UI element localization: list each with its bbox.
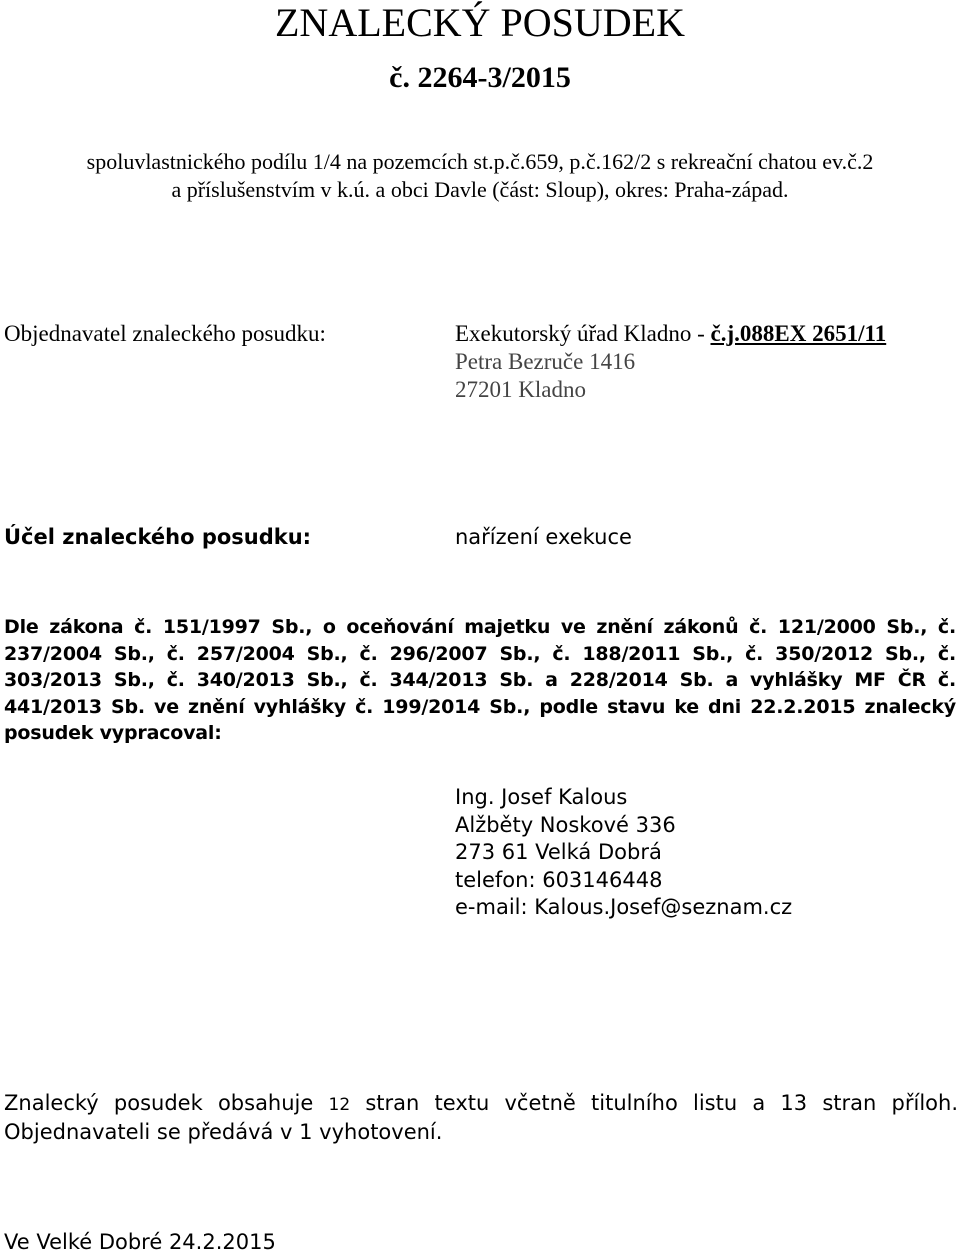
- contents-part-1: Znalecký posudek obsahuje: [4, 1091, 329, 1115]
- legal-basis-paragraph: Dle zákona č. 151/1997 Sb., o oceňování majetku ve znění zákonů č. 121/2000 Sb., č. 237/2004 Sb., č. 257/2004 Sb., č. 296/2007 Sb., č. 188/2011 Sb., č. 350/2012 Sb., č. 303/2013 Sb., č. 340/2013 Sb., č. 344/2013 Sb. a 228/2014 Sb. a vyhlášky MF ČR č. 441/2013 Sb. ve znění vyhlášky č. 199/2014 Sb., podle stavu ke dni 22.2.2015 znalecký posudek vypracoval:: [4, 616, 956, 744]
- orderer-name: Exekutorský úřad Kladno -: [455, 321, 711, 346]
- contents-statement: [4, 1090, 958, 1146]
- contents-text-pages: 12: [328, 1095, 351, 1115]
- orderer-street: Petra Bezruče 1416: [455, 349, 636, 374]
- expert-city: 273 61 Velká Dobrá: [455, 840, 662, 864]
- contents-part-2: stran textu včetně titulního listu a 13 stran příloh. Objednavateli se předává v 1 vyhotovení.: [4, 1091, 959, 1144]
- orderer-reference: č.j.088EX 2651/11: [710, 321, 887, 346]
- purpose-label: Účel znaleckého posudku:: [4, 525, 312, 549]
- expert-name: Ing. Josef Kalous: [455, 785, 628, 809]
- document-subject: [60, 148, 900, 204]
- subject-line-2: a příslušenstvím v k.ú. a obci Davle (část: Sloup), okres: Praha-západ.: [171, 177, 789, 202]
- expert-email: e-mail: Kalous.Josef@seznam.cz: [455, 895, 793, 919]
- orderer-details: [455, 320, 886, 404]
- document-title: ZNALECKÝ POSUDEK: [275, 0, 685, 45]
- orderer-label: Objednavatel znaleckého posudku:: [4, 321, 326, 346]
- expert-street: Alžběty Noskové 336: [455, 812, 676, 837]
- orderer-name-line: [455, 320, 886, 348]
- orderer-city: 27201 Kladno: [455, 377, 586, 402]
- expert-phone: telefon: 603146448: [455, 867, 663, 892]
- document-number: č. 2264-3/2015: [389, 61, 571, 94]
- subject-line-1: spoluvlastnického podílu 1/4 na pozemcích st.p.č.659, p.č.162/2 s rekreační chatou ev.č.2: [86, 149, 874, 174]
- place-and-date: Ve Velké Dobré 24.2.2015: [4, 1230, 276, 1254]
- purpose-value: nařízení exekuce: [455, 525, 632, 549]
- expert-details: [455, 784, 792, 922]
